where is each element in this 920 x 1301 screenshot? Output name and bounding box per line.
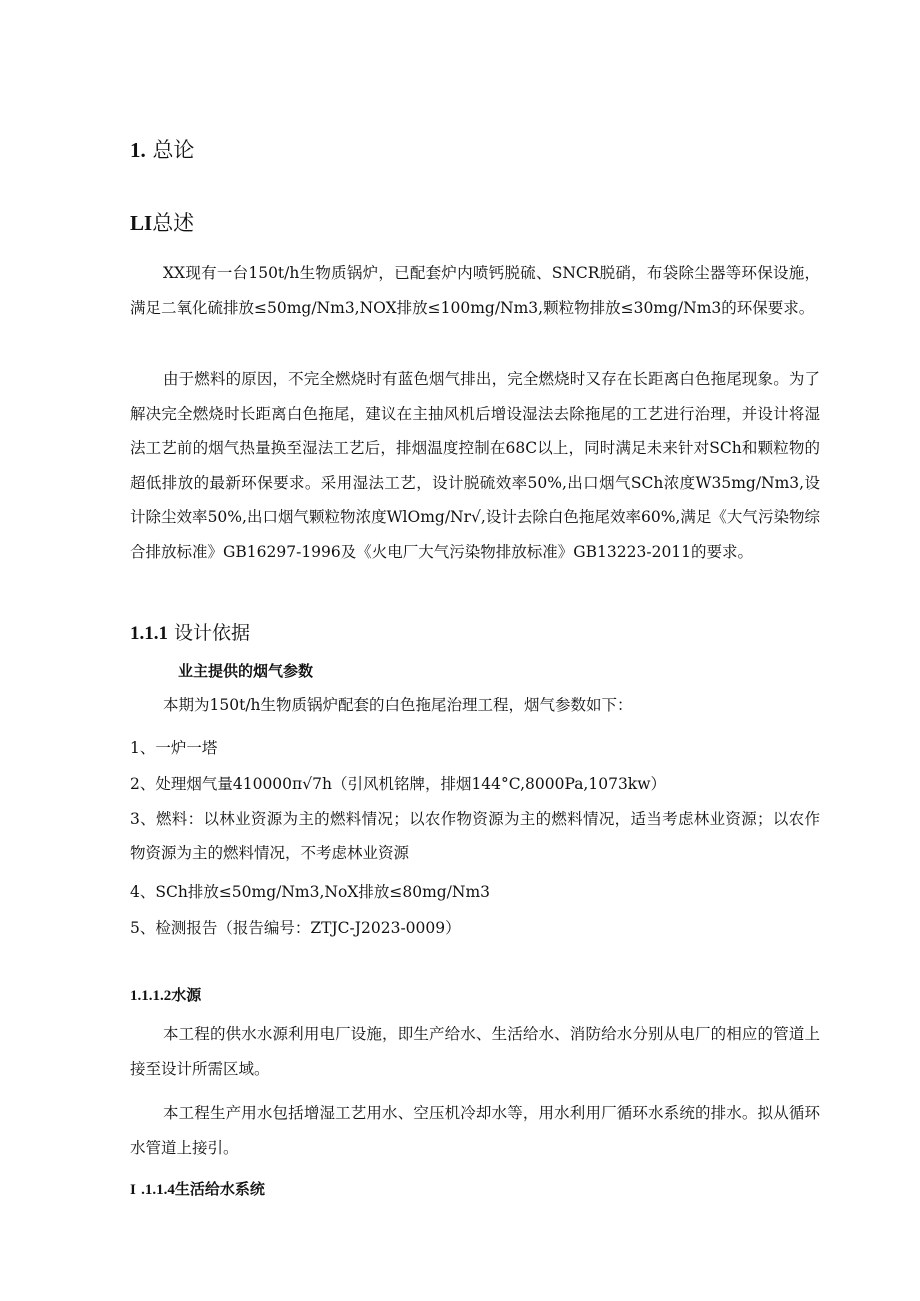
domestic-water-heading [130, 1178, 820, 1201]
section-title: 总述 [152, 211, 195, 235]
flue-gas-intro: 本期为150t/h生物质锅炉配套的白色拖尾治理工程，烟气参数如下： [163, 696, 633, 714]
flue-item-5: 5、检测报告（报告编号：ZTJC-J2023-0009） [130, 919, 461, 937]
domestic-heading-number: .1.1.4 [141, 1182, 175, 1198]
subsection-heading-design-basis [130, 620, 820, 647]
section-number: LI [130, 211, 153, 235]
section-title: 总论 [152, 138, 195, 162]
water-heading-number: 1.1.1.2 [130, 988, 172, 1004]
overview-paragraph-1: XX现有一台150t/h生物质锅炉，已配套炉内喷钙脱硫、SNCR脱硝，布袋除尘器等环保设施，满足二氧化硫排放≤50mg/Nm3,NOX排放≤100mg/Nm3,颗粒物排放≤30mg/Nm3的环保要求。 [130, 264, 820, 317]
water-paragraph-1: 本工程的供水水源利用电厂设施，即生产给水、生活给水、消防给水分别从电厂的相应的管道上接至设计所需区域。 [130, 1025, 820, 1078]
subsection-title: 设计依据 [174, 622, 251, 644]
domestic-heading-prefix: I [130, 1182, 136, 1198]
flue-item-3: 3、燃料：以林业资源为主的燃料情况；以农作物资源为主的燃料情况，适当考虑林业资源；以农作物资源为主的燃料情况，不考虑林业资源 [130, 810, 820, 862]
section-heading-2 [130, 209, 820, 237]
water-source-heading [130, 984, 820, 1007]
section-heading-1 [130, 136, 820, 164]
flue-item-1: 1、一炉一塔 [130, 739, 218, 757]
flue-item-4: 4、SCh排放≤50mg/Nm3,NoX排放≤80mg/Nm3 [130, 883, 491, 901]
flue-gas-subheading: 业主提供的烟气参数 [178, 662, 314, 680]
subsection-number: 1.1.1 [130, 623, 168, 644]
section-number: 1. [130, 138, 146, 162]
domestic-heading-title: 生活给水系统 [174, 1180, 265, 1198]
water-heading-title: 水源 [171, 986, 202, 1004]
overview-paragraph-2: 由于燃料的原因，不完全燃烧时有蓝色烟气排出，完全燃烧时又存在长距离白色拖尾现象。为了解决完全燃烧时长距离白色拖尾，建议在主抽风机后增设湿法去除拖尾的工艺进行治理，并设计将湿法工艺前的烟气热量换至湿法工艺后，排烟温度控制在68C以上，同时满足未来针对SCh和颗粒物的超低排放的最新环保要求。采用湿法工艺，设计脱硫效率50%,出口烟气SCh浓度W35mg/Nm3,设计除尘效率50%,出口烟气颗粒物浓度WlOmg/Nr√,设计去除白色拖尾效率60%,满足《大气污染物综合排放标准》GB16297-1996及《火电厂大气污染物排放标准》GB13223-2011的要求。 [130, 370, 820, 561]
flue-item-2: 2、处理烟气量410000π√7h（引风机铭牌，排烟144°C,8000Pa,1073kw） [130, 775, 666, 793]
water-paragraph-2: 本工程生产用水包括增湿工艺用水、空压机冷却水等，用水利用厂循环水系统的排水。拟从循环水管道上接引。 [130, 1104, 820, 1157]
